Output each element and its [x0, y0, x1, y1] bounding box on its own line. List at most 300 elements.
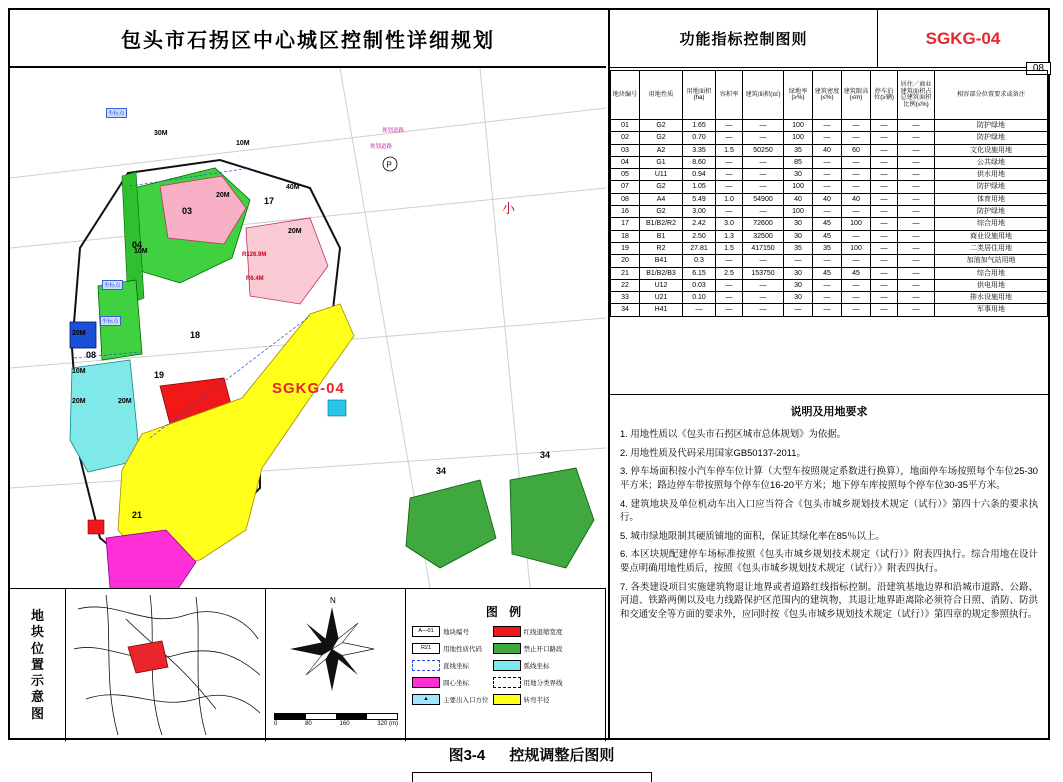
table-cell-density: — — [813, 156, 842, 168]
legend-swatch-tri-icon: ▲ — [412, 694, 440, 705]
table-cell-height: — — [842, 255, 871, 267]
table-cell-park: — — [871, 120, 898, 132]
table-cell-ratio: — — [898, 292, 935, 304]
table-cell-ratio: — — [898, 230, 935, 242]
parcel-34-a — [406, 480, 496, 568]
block-id-18: 18 — [190, 330, 201, 340]
table-cell-use: U11 — [640, 169, 683, 181]
table-cell-far: — — [716, 255, 743, 267]
parcel-19 — [118, 304, 354, 566]
legend-item — [412, 694, 489, 705]
legend-item — [493, 660, 563, 671]
note-item: 7. 各类建设项目实施建筑物退让地界或者道路红线指标控制。沿建筑基地边界和沿城市道路、公路、河道、铁路两侧以及电力线路保护区范围内的建筑物，其退让地界距离除必须符合日照、消防、防洪和交通安全等方面的要求外，应同时按《包头市城乡规划技术规定（试行）》第四章的规定参照执行。 — [620, 580, 1038, 619]
table-cell-use: G2 — [640, 206, 683, 218]
indicator-table — [610, 70, 1048, 317]
block-id-34-b: 34 — [540, 450, 551, 460]
legend-item — [412, 626, 489, 637]
table-cell-area: 0.10 — [683, 292, 716, 304]
table-cell-id: 07 — [611, 181, 640, 193]
legend-swatch-cyan-icon — [493, 660, 521, 671]
table-col-header: 容积率 — [716, 71, 743, 120]
table-cell-note: 加油加气站用地 — [935, 255, 1048, 267]
table-cell-area: 3.35 — [683, 144, 716, 156]
table-row — [611, 292, 1048, 304]
legend-swatch-text-icon: A—01 — [412, 626, 440, 637]
table-row — [611, 304, 1048, 316]
table-cell-area: 5.49 — [683, 193, 716, 205]
block-id-03: 03 — [182, 206, 193, 216]
legend-swatch-red-icon — [493, 626, 521, 637]
table-cell-height: — — [842, 292, 871, 304]
table-cell-green: 100 — [784, 120, 813, 132]
table-cell-area: 8.60 — [683, 156, 716, 168]
plan-title-box — [10, 10, 606, 68]
table-cell-density: 35 — [813, 242, 842, 254]
road-width-3: 20M — [288, 228, 302, 235]
table-col-header: 建筑面积(㎡) — [743, 71, 784, 120]
sheet-number: 08 — [1026, 62, 1051, 75]
road-width-7: 20M — [118, 398, 132, 405]
scale-tick-0: 0 — [274, 721, 278, 727]
table-cell-green: 40 — [784, 193, 813, 205]
table-col-header: 建筑密度(≤%) — [813, 71, 842, 120]
legend-cell — [406, 589, 606, 741]
table-cell-note: 军事用地 — [935, 304, 1048, 316]
table-cell-use: A2 — [640, 144, 683, 156]
legend-item — [412, 677, 489, 688]
table-cell-bldg: — — [743, 169, 784, 181]
table-col-header: 用地面积(ha) — [683, 71, 716, 120]
locator-title: 地块位置示意图 — [30, 608, 44, 721]
note-item: 5. 城市绿地限制其硬质铺地的面积，保证其绿化率在85％以上。 — [620, 529, 885, 541]
road-width-8: 10M — [236, 140, 250, 147]
map-pink-label-2: 规划道路 — [370, 144, 393, 150]
map-blue-label-2: 坐标点 — [102, 280, 123, 290]
table-row — [611, 193, 1048, 205]
parcel-17 — [246, 218, 328, 304]
table-cell-green: 100 — [784, 181, 813, 193]
table-cell-density: 45 — [813, 267, 842, 279]
block-id-17: 17 — [264, 196, 275, 206]
table-cell-ratio: — — [898, 279, 935, 291]
table-cell-area: 0.70 — [683, 132, 716, 144]
map-sheet-label: SGKG-04 — [272, 380, 345, 397]
table-cell-park: — — [871, 304, 898, 316]
legend-label: 主要出入口方位 — [443, 697, 489, 704]
table-cell-area: 1.05 — [683, 181, 716, 193]
table-cell-area: 0.94 — [683, 169, 716, 181]
table-cell-id: 08 — [611, 193, 640, 205]
table-header-row — [611, 71, 1048, 120]
table-row — [611, 206, 1048, 218]
table-cell-use: H41 — [640, 304, 683, 316]
table-cell-park: — — [871, 230, 898, 242]
legend-swatch-yellow-icon — [493, 694, 521, 705]
table-cell-green: 100 — [784, 132, 813, 144]
table-cell-green: — — [784, 304, 813, 316]
table-col-header: 相容部分位置要求或备注 — [935, 71, 1048, 120]
map-red-tag-2: R6.4M — [246, 276, 264, 282]
legend-swatch-magenta-icon — [412, 677, 440, 688]
table-cell-far: 2.5 — [716, 267, 743, 279]
legend-label: 圆心坐标 — [443, 680, 469, 687]
table-cell-use: G2 — [640, 120, 683, 132]
table-cell-park: — — [871, 255, 898, 267]
table-cell-density: — — [813, 120, 842, 132]
table-cell-id: 05 — [611, 169, 640, 181]
parcel-33 — [328, 400, 346, 416]
table-cell-note: 排水设施用地 — [935, 292, 1048, 304]
table-cell-park: — — [871, 218, 898, 230]
map-mark-small: 小 — [502, 201, 516, 216]
table-cell-far: — — [716, 279, 743, 291]
map-blue-label-1: 坐标点 — [106, 108, 127, 118]
note-item: 6. 本区块规配建停车场标准按照《包头市城乡规划技术规定（试行）》附表四执行。综合用地在设计要点明确用地性质后，按照《包头市城乡规划技术规定（试行）》附表四执行。 — [620, 548, 1038, 573]
table-cell-use: U21 — [640, 292, 683, 304]
table-cell-density: 40 — [813, 144, 842, 156]
note-item: 4. 建筑地块及单位机动车出入口应当符合《包头市城乡规划技术规定（试行）》第四十六条的要求执行。 — [620, 497, 1038, 523]
table-cell-id: 18 — [611, 230, 640, 242]
table-row — [611, 279, 1048, 291]
table-cell-id: 17 — [611, 218, 640, 230]
table-cell-ratio: — — [898, 169, 935, 181]
table-cell-park: — — [871, 156, 898, 168]
legend-label: 禁止开口路段 — [523, 646, 563, 653]
table-row — [611, 120, 1048, 132]
table-cell-bldg: 32500 — [743, 230, 784, 242]
table-cell-area: 3.00 — [683, 206, 716, 218]
table-col-header: 居住／商业建筑面积占总建筑面积比例(≤%) — [898, 71, 935, 120]
table-col-header: 绿地率(≥%) — [784, 71, 813, 120]
table-cell-ratio: — — [898, 255, 935, 267]
table-cell-height: — — [842, 156, 871, 168]
sheet-code: SGKG-04 — [877, 10, 1048, 67]
road-width-4: 40M — [286, 184, 300, 191]
table-cell-height: — — [842, 169, 871, 181]
table-cell-green: 35 — [784, 144, 813, 156]
table-cell-id: 03 — [611, 144, 640, 156]
table-cell-far: — — [716, 132, 743, 144]
scale-tick-2: 160 — [339, 721, 350, 727]
parcel-08 — [70, 360, 140, 472]
table-cell-note: 供水用地 — [935, 169, 1048, 181]
table-cell-far: 1.3 — [716, 230, 743, 242]
table-cell-id: 21 — [611, 267, 640, 279]
note-item: 3. 停车场面积按小汽车停车位计算（大型车按照规定系数进行换算），地面停车场按照每个车位25-30平方米；路边停车带按照每个停车位16-20平方米；地下停车库按照每个停车位30-35平方米。 — [620, 465, 1038, 490]
legend-title: 图 例 — [485, 605, 526, 619]
table-col-header: 地块编号 — [611, 71, 640, 120]
table-cell-area: 27.81 — [683, 242, 716, 254]
table-cell-height: — — [842, 304, 871, 316]
table-cell-note: 防护绿地 — [935, 206, 1048, 218]
table-row — [611, 144, 1048, 156]
table-cell-note: 供电用地 — [935, 279, 1048, 291]
table-cell-area: 1.65 — [683, 120, 716, 132]
table-cell-note: 综合用地 — [935, 267, 1048, 279]
table-cell-density: — — [813, 292, 842, 304]
table-cell-green: 30 — [784, 218, 813, 230]
table-cell-use: A4 — [640, 193, 683, 205]
legend-label: 红线退缩宽度 — [523, 629, 563, 636]
legend-item — [412, 660, 489, 671]
table-cell-ratio: — — [898, 206, 935, 218]
table-cell-ratio: — — [898, 242, 935, 254]
indicator-header — [610, 10, 1048, 68]
table-cell-far: — — [716, 206, 743, 218]
table-cell-ratio: — — [898, 120, 935, 132]
table-cell-green: 30 — [784, 230, 813, 242]
table-cell-id: 01 — [611, 120, 640, 132]
table-cell-note: 防护绿地 — [935, 181, 1048, 193]
table-cell-area: 0.3 — [683, 255, 716, 267]
table-cell-id: 33 — [611, 292, 640, 304]
table-cell-park: — — [871, 292, 898, 304]
table-cell-ratio: — — [898, 267, 935, 279]
table-cell-green: 30 — [784, 279, 813, 291]
table-cell-area: 2.50 — [683, 230, 716, 242]
table-cell-height: — — [842, 230, 871, 242]
block-id-08: 08 — [86, 350, 97, 360]
road-width-2: 20M — [216, 192, 230, 199]
table-cell-use: B41 — [640, 255, 683, 267]
table-cell-height: 60 — [842, 144, 871, 156]
table-row — [611, 230, 1048, 242]
legend-item — [493, 694, 563, 705]
table-cell-park: — — [871, 132, 898, 144]
legend-column-right — [493, 626, 563, 705]
table-cell-far: — — [716, 292, 743, 304]
notes-list — [620, 427, 1038, 621]
table-row — [611, 132, 1048, 144]
legend-column-left — [412, 626, 489, 705]
table-cell-bldg: — — [743, 279, 784, 291]
table-col-header: 用地性质 — [640, 71, 683, 120]
table-cell-green: 30 — [784, 292, 813, 304]
table-row — [611, 156, 1048, 168]
compass-north-label: N — [330, 596, 336, 605]
table-cell-height: 100 — [842, 242, 871, 254]
table-cell-note: 商业设施用地 — [935, 230, 1048, 242]
scale-bar — [274, 713, 398, 727]
legend-grid — [406, 620, 605, 705]
table-cell-far: — — [716, 169, 743, 181]
table-cell-height: 40 — [842, 193, 871, 205]
legend-label: 用地分类界线 — [523, 680, 563, 687]
note-item: 2. 用地性质及代码采用国家GB50137-2011。 — [620, 446, 806, 458]
table-cell-bldg: 72600 — [743, 218, 784, 230]
table-cell-use: B1/B2/R2 — [640, 218, 683, 230]
block-id-21: 21 — [132, 510, 143, 520]
table-cell-bldg: — — [743, 120, 784, 132]
table-cell-green: — — [784, 255, 813, 267]
table-cell-note: 防护绿地 — [935, 120, 1048, 132]
table-cell-bldg: 417150 — [743, 242, 784, 254]
zoning-map[interactable] — [10, 68, 606, 588]
table-cell-ratio: — — [898, 132, 935, 144]
road-width-1: 30M — [154, 130, 168, 137]
table-cell-density: — — [813, 255, 842, 267]
table-col-header: 停车泊位(≥辆) — [871, 71, 898, 120]
scale-tick-1: 80 — [305, 721, 312, 727]
compass-rose — [266, 589, 404, 699]
table-cell-green: 100 — [784, 206, 813, 218]
table-cell-park: — — [871, 169, 898, 181]
table-row — [611, 255, 1048, 267]
table-cell-ratio: — — [898, 156, 935, 168]
table-cell-ratio: — — [898, 193, 935, 205]
table-cell-density: — — [813, 279, 842, 291]
locator-map — [66, 589, 264, 739]
table-cell-far: — — [716, 181, 743, 193]
svg-text:P: P — [386, 160, 392, 170]
table-cell-green: 30 — [784, 169, 813, 181]
legend-label: 转弯半径 — [523, 697, 550, 704]
table-cell-note: 公共绿地 — [935, 156, 1048, 168]
table-cell-use: G2 — [640, 181, 683, 193]
table-cell-bldg: — — [743, 181, 784, 193]
legend-swatch-text-icon: R21 — [412, 643, 440, 654]
table-cell-ratio: — — [898, 181, 935, 193]
legend-item — [493, 643, 563, 654]
table-row — [611, 267, 1048, 279]
table-cell-id: 16 — [611, 206, 640, 218]
bottom-left-panels — [10, 588, 606, 740]
parcel-34-b — [510, 468, 594, 568]
table-cell-park: — — [871, 206, 898, 218]
map-red-tag-1: R126.9M — [242, 252, 267, 258]
table-row — [611, 218, 1048, 230]
table-col-header: 建筑限高(≤m) — [842, 71, 871, 120]
indicator-table-wrap — [610, 70, 1048, 392]
zoning-map-svg — [10, 68, 606, 588]
table-cell-density: 45 — [813, 218, 842, 230]
table-cell-green: 35 — [784, 242, 813, 254]
table-cell-bldg: — — [743, 292, 784, 304]
table-cell-height: — — [842, 120, 871, 132]
table-cell-ratio: — — [898, 304, 935, 316]
table-cell-density: — — [813, 181, 842, 193]
compass-scale-cell — [266, 589, 406, 741]
table-cell-bldg: — — [743, 132, 784, 144]
table-cell-density: — — [813, 206, 842, 218]
figure-number: 图3-4 — [448, 747, 486, 764]
notes-panel — [610, 394, 1048, 740]
legend-label: 直线坐标 — [443, 663, 469, 670]
locator-title-cell — [10, 589, 66, 741]
legend-item — [493, 626, 563, 637]
table-cell-far: 3.0 — [716, 218, 743, 230]
road-width-5: 20M — [72, 330, 86, 337]
table-cell-bldg: — — [743, 304, 784, 316]
block-id-34-a: 34 — [436, 466, 447, 476]
indicator-title: 功能指标控制图则 — [679, 31, 808, 48]
legend-item — [412, 643, 489, 654]
table-cell-area: — — [683, 304, 716, 316]
table-cell-use: R2 — [640, 242, 683, 254]
table-cell-park: — — [871, 279, 898, 291]
legend-swatch-dash-blue-icon — [412, 660, 440, 671]
road-width-9: 10M — [72, 368, 86, 375]
legend-label: 地块编号 — [443, 629, 469, 636]
table-cell-park: — — [871, 267, 898, 279]
table-cell-density: 45 — [813, 230, 842, 242]
scale-tick-3: 320 (m) — [377, 721, 398, 727]
table-cell-note: 二类居住用地 — [935, 242, 1048, 254]
table-cell-far: — — [716, 156, 743, 168]
table-cell-density: 40 — [813, 193, 842, 205]
footer-rule — [412, 772, 652, 782]
table-cell-bldg: — — [743, 255, 784, 267]
table-cell-use: G2 — [640, 132, 683, 144]
road-width-10: 10M — [134, 248, 148, 255]
table-cell-height: — — [842, 206, 871, 218]
block-id-19: 19 — [154, 370, 165, 380]
table-cell-far: — — [716, 304, 743, 316]
plan-title: 包头市石拐区中心城区控制性详细规划 — [121, 29, 495, 52]
table-cell-area: 0.03 — [683, 279, 716, 291]
table-cell-use: B1 — [640, 230, 683, 242]
legend-label: 用地性质代码 — [443, 646, 482, 653]
table-cell-id: 19 — [611, 242, 640, 254]
table-cell-bldg: 50250 — [743, 144, 784, 156]
table-cell-note: 综合用地 — [935, 218, 1048, 230]
table-cell-height: — — [842, 279, 871, 291]
table-cell-bldg: — — [743, 206, 784, 218]
table-cell-green: 30 — [784, 267, 813, 279]
table-cell-park: — — [871, 193, 898, 205]
table-cell-far: 1.0 — [716, 193, 743, 205]
table-cell-height: 45 — [842, 267, 871, 279]
table-cell-far: 1.5 — [716, 242, 743, 254]
table-row — [611, 242, 1048, 254]
table-row — [611, 181, 1048, 193]
table-cell-area: 6.15 — [683, 267, 716, 279]
parcel-22 — [88, 520, 104, 534]
table-cell-far: — — [716, 120, 743, 132]
road-width-6: 20M — [72, 398, 86, 405]
table-cell-ratio: — — [898, 144, 935, 156]
table-cell-density: — — [813, 169, 842, 181]
table-cell-bldg: 54900 — [743, 193, 784, 205]
table-cell-height: 100 — [842, 218, 871, 230]
table-cell-note: 体育用地 — [935, 193, 1048, 205]
table-body — [611, 120, 1048, 317]
figure-text: 控规调整后图则 — [509, 747, 615, 764]
table-cell-note: 防护绿地 — [935, 132, 1048, 144]
table-cell-far: 1.5 — [716, 144, 743, 156]
figure-caption — [0, 744, 1063, 765]
table-cell-density: — — [813, 304, 842, 316]
legend-swatch-dash-black-icon — [493, 677, 521, 688]
table-cell-id: 04 — [611, 156, 640, 168]
scale-ticks — [274, 721, 398, 727]
legend-item — [493, 677, 563, 688]
table-cell-ratio: — — [898, 218, 935, 230]
table-cell-height: — — [842, 181, 871, 193]
table-cell-park: — — [871, 181, 898, 193]
table-cell-park: — — [871, 242, 898, 254]
table-cell-bldg: 153750 — [743, 267, 784, 279]
table-cell-id: 22 — [611, 279, 640, 291]
table-cell-park: — — [871, 144, 898, 156]
notes-title: 说明及用地要求 — [790, 406, 868, 418]
table-cell-id: 20 — [611, 255, 640, 267]
table-cell-density: — — [813, 132, 842, 144]
scale-bar-blocks — [274, 713, 398, 720]
table-cell-use: U12 — [640, 279, 683, 291]
locator-map-cell — [66, 589, 266, 741]
table-cell-id: 02 — [611, 132, 640, 144]
